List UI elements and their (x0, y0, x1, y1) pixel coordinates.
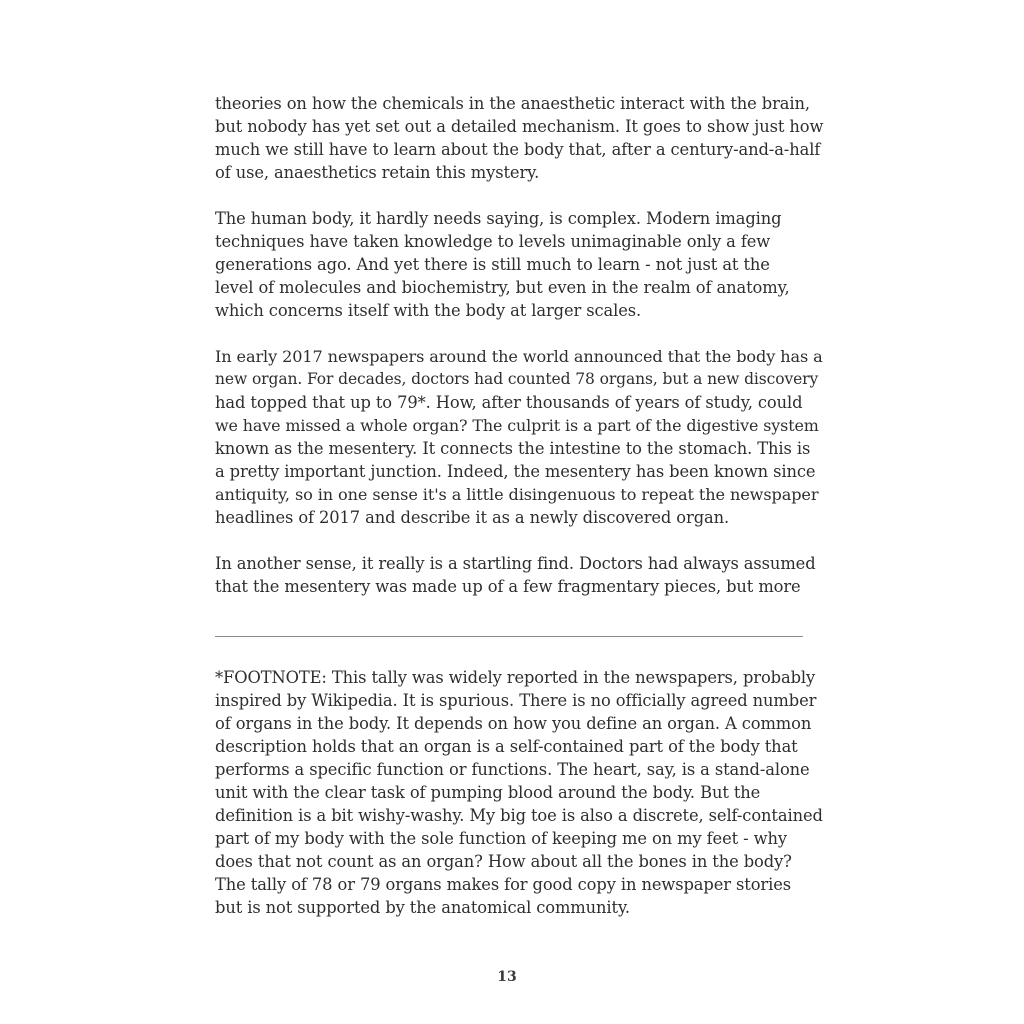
page-number: 13 (497, 969, 517, 985)
text-line: antiquity, so in one sense it's a little disingenuous to repeat the newspaper (215, 485, 819, 504)
text-line: of use, anaesthetics retain this mystery. (215, 163, 540, 182)
text-line: much we still have to learn about the body that, after a century-and-a-half (215, 140, 821, 159)
text-line: that the mesentery was made up of a few fragmentary pieces, but more (215, 577, 801, 596)
paragraph (215, 552, 825, 598)
footnote-line: unit with the clear task of pumping blood around the body. But the (215, 783, 761, 802)
text-line: had topped that up to 79*. How, after thousands of years of study, could (215, 393, 803, 412)
footnote-line: performs a specific function or functions. The heart, say, is a stand-alone (215, 760, 810, 779)
text-line: but nobody has yet set out a detailed mechanism. It goes to show just how (215, 117, 824, 136)
text-line: a pretty important junction. Indeed, the mesentery has been known since (215, 462, 816, 481)
footnote-line: *FOOTNOTE: This tally was widely reported in the newspapers, probably (215, 668, 816, 687)
text-line: headlines of 2017 and describe it as a newly discovered organ. (215, 508, 730, 527)
footnote-line: does that not count as an organ? How about all the bones in the body? (215, 852, 792, 871)
paragraph-spacer (215, 184, 825, 207)
footnote-line: definition is a bit wishy-washy. My big toe is also a discrete, self-contained (215, 806, 823, 825)
footnote (215, 666, 825, 919)
text-line: we have missed a whole organ? The culprit is a part of the digestive system (215, 416, 819, 435)
text-line: In early 2017 newspapers around the world announced that the body has a (215, 347, 823, 366)
paragraph-spacer (215, 529, 825, 552)
footnote-line: but is not supported by the anatomical community. (215, 898, 630, 917)
text-line: known as the mesentery. It connects the intestine to the stomach. This is (215, 439, 811, 458)
paragraph (215, 207, 825, 322)
text-line: generations ago. And yet there is still much to learn - not just at the (215, 255, 770, 274)
paragraph-spacer (215, 322, 825, 345)
footnote-line: The tally of 78 or 79 organs makes for good copy in newspaper stories (215, 875, 791, 894)
footnote-line: inspired by Wikipedia. It is spurious. There is no officially agreed number (215, 691, 817, 710)
footnote-divider (215, 636, 803, 637)
text-line: In another sense, it really is a startling find. Doctors had always assumed (215, 554, 816, 573)
paragraph (215, 92, 825, 184)
text-line: The human body, it hardly needs saying, is complex. Modern imaging (215, 209, 782, 228)
text-line: level of molecules and biochemistry, but even in the realm of anatomy, (215, 278, 790, 297)
paragraph (215, 345, 825, 529)
footnote-line: description holds that an organ is a self-contained part of the body that (215, 737, 798, 756)
text-line: new organ. For decades, doctors had counted 78 organs, but a new discovery (215, 370, 819, 388)
text-line: which concerns itself with the body at larger scales. (215, 301, 642, 320)
footnote-line: part of my body with the sole function of keeping me on my feet - why (215, 829, 787, 848)
body-text (215, 92, 825, 598)
text-line: theories on how the chemicals in the anaesthetic interact with the brain, (215, 94, 810, 113)
footnote-line: of organs in the body. It depends on how you define an organ. A common (215, 714, 812, 733)
text-line: techniques have taken knowledge to levels unimaginable only a few (215, 232, 771, 251)
